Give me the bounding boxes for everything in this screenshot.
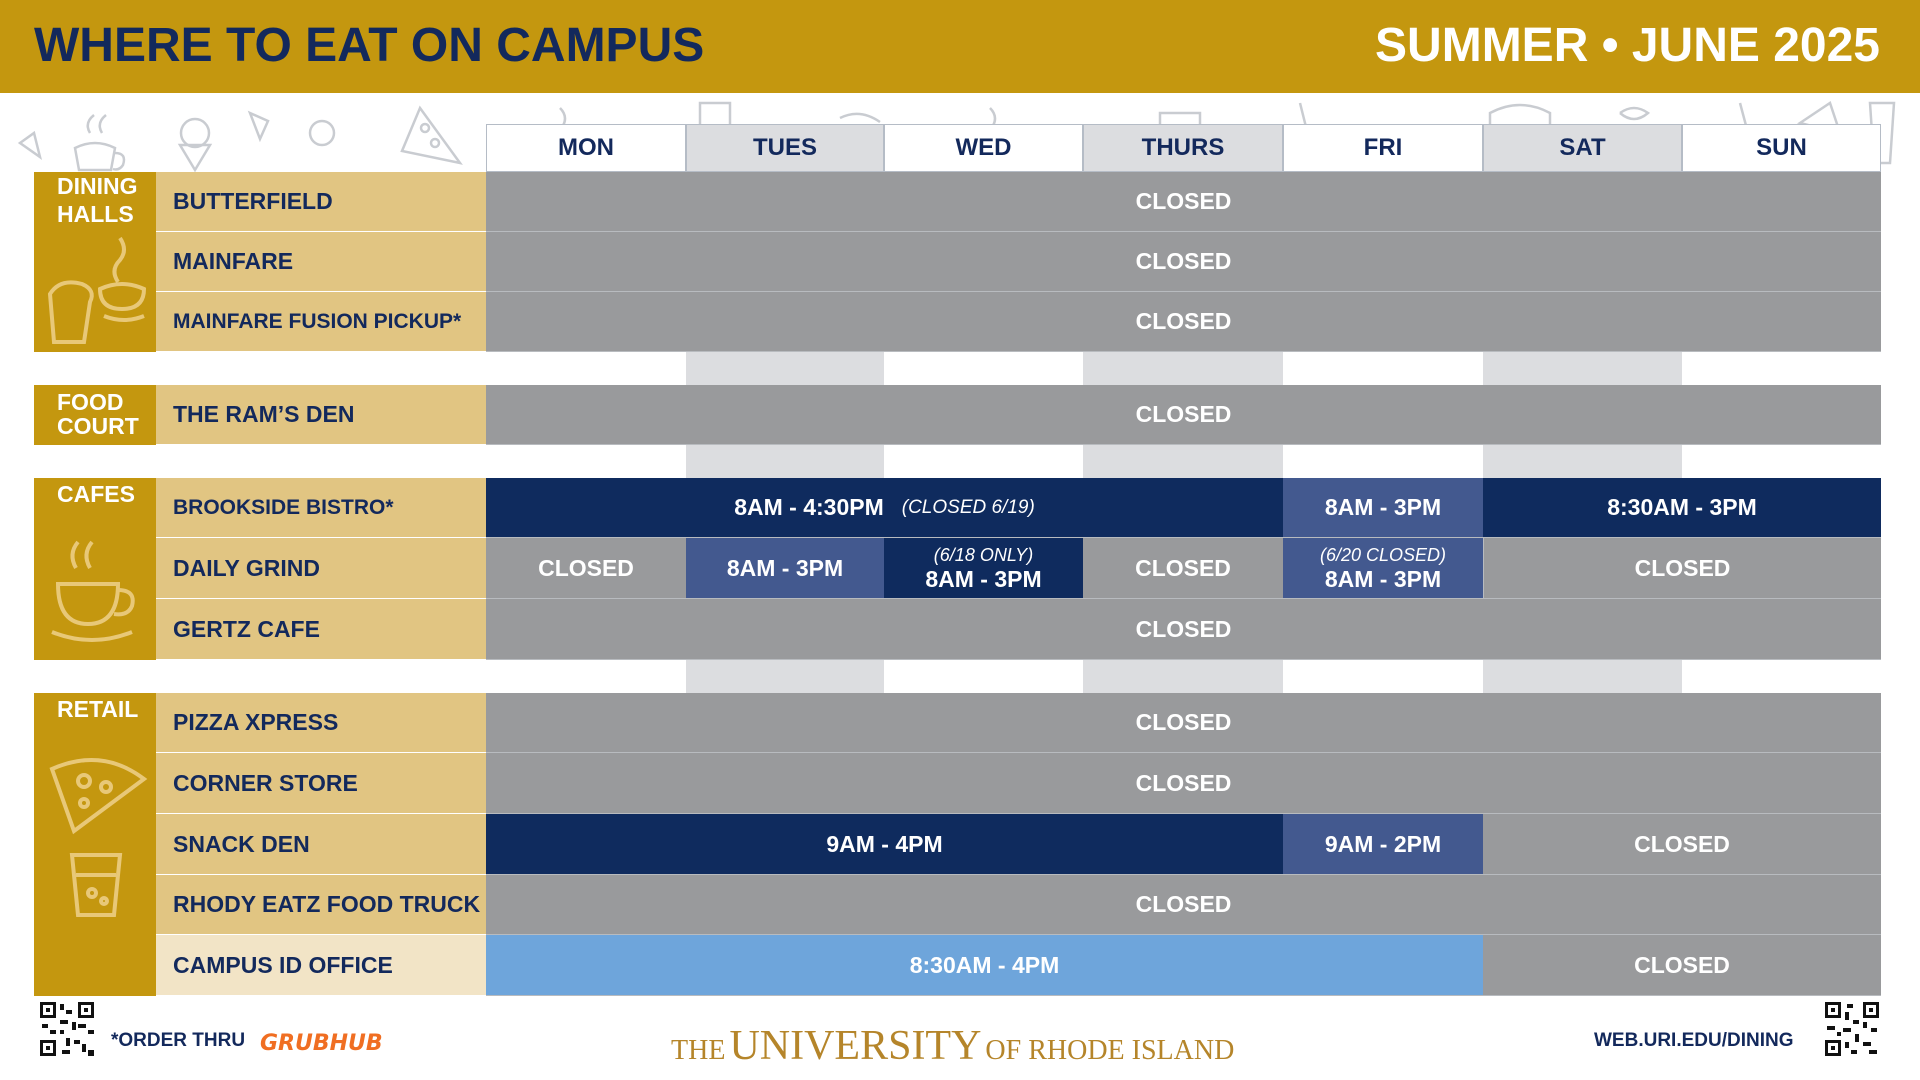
category-blank <box>34 935 156 996</box>
spacer-stripe <box>686 660 884 693</box>
hours-text: CLOSED <box>1634 554 1731 581</box>
hours-text: CLOSED <box>1135 554 1231 581</box>
spacer-stripe <box>1483 660 1682 693</box>
hours-text: 8AM - 3PM <box>726 554 844 581</box>
hours-text: CLOSED <box>1634 951 1730 978</box>
venue-name-mainfare: MAINFARE <box>156 232 486 292</box>
university-of: OF RHODE ISLAND <box>985 1035 1235 1066</box>
category-food-court <box>34 385 156 445</box>
hours-text: 8AM - 4:30PM <box>734 494 884 520</box>
qr-code-icon[interactable] <box>38 1000 96 1058</box>
season-label: SUMMER • JUNE 2025 <box>1375 19 1880 72</box>
hours-campus-id-mon-fri <box>486 935 1483 996</box>
hours-daily-grind-thu <box>1083 538 1283 599</box>
venue-name-gertz-cafe: GERTZ CAFE <box>156 599 486 660</box>
hours-text: 8:30AM - 4PM <box>909 951 1060 978</box>
hours-daily-grind-tue <box>686 538 884 599</box>
category-label: DINING HALLS <box>57 173 138 227</box>
bread-and-coffee-icon <box>42 234 152 344</box>
hours-note: (6/20 CLOSED) <box>1319 545 1447 565</box>
day-header-sun: SUN <box>1682 124 1881 172</box>
hours-brookside-fri <box>1283 478 1483 538</box>
hours-snack-den-fri <box>1283 814 1483 875</box>
hours-snack-den-sat-sun <box>1483 814 1881 875</box>
order-note: *ORDER THRU <box>111 1030 246 1051</box>
hours-pizza-xpress <box>486 693 1881 753</box>
spacer-stripe <box>1483 445 1682 478</box>
hours-brookside-mon-thu <box>486 478 1283 538</box>
venue-name-campus-id-office: CAMPUS ID OFFICE <box>156 935 486 996</box>
category-dining-halls <box>34 172 156 352</box>
spacer-stripe <box>686 352 884 385</box>
hours-mainfare <box>486 232 1881 292</box>
hours-text: 9AM - 4PM <box>826 830 943 857</box>
hours-campus-id-sat-sun <box>1483 935 1881 996</box>
hours-daily-grind-mon <box>486 538 686 599</box>
hours-rhody-eatz <box>486 875 1881 935</box>
hours-gertz-cafe <box>486 599 1881 660</box>
venue-name-butterfield: BUTTERFIELD <box>156 172 486 232</box>
hours-text: 8:30AM - 3PM <box>1607 494 1757 520</box>
hours-snack-den-mon-thu <box>486 814 1283 875</box>
hours-daily-grind-fri <box>1283 538 1483 599</box>
venue-name-rams-den: THE RAM’S DEN <box>156 385 486 445</box>
venue-name-snack-den: SNACK DEN <box>156 814 486 875</box>
website-link[interactable]: WEB.URI.EDU/DINING <box>1594 1030 1794 1051</box>
grubhub-logo: GRUBHUB <box>260 1031 383 1056</box>
category-label: CAFES <box>57 481 135 507</box>
venue-name-brookside-bistro: BROOKSIDE BISTRO* <box>156 478 486 538</box>
university-logo <box>671 1022 1291 1070</box>
hours-text: 8AM - 3PM <box>1324 494 1442 520</box>
hours-text: CLOSED <box>1135 248 1232 274</box>
spacer-stripe <box>1083 445 1283 478</box>
hours-text: CLOSED <box>1135 401 1232 427</box>
category-label: RETAIL <box>57 696 139 722</box>
hours-text: CLOSED <box>1135 709 1232 735</box>
venue-name-daily-grind: DAILY GRIND <box>156 538 486 599</box>
hours-note: (6/18 ONLY) <box>933 545 1034 565</box>
spacer-stripe <box>1483 352 1682 385</box>
category-cafes <box>34 478 156 660</box>
venue-name-rhody-eatz: RHODY EATZ FOOD TRUCK <box>156 875 486 935</box>
coffee-cup-icon <box>48 528 148 652</box>
hours-text: CLOSED <box>538 554 634 581</box>
university-main: UNIVERSITY <box>729 1023 982 1069</box>
hours-text: CLOSED <box>1634 830 1730 857</box>
hours-corner-store <box>486 753 1881 814</box>
venue-name-corner-store: CORNER STORE <box>156 753 486 814</box>
hours-text: CLOSED <box>1135 615 1232 642</box>
day-header-wed: WED <box>884 124 1083 172</box>
hours-text: CLOSED <box>1135 308 1232 334</box>
day-header-fri: FRI <box>1283 124 1483 172</box>
university-the: THE <box>671 1035 726 1066</box>
category-retail <box>34 693 156 935</box>
hours-text: 9AM - 2PM <box>1324 830 1442 857</box>
hours-daily-grind-wed <box>884 538 1083 599</box>
day-header-sat: SAT <box>1483 124 1682 172</box>
day-header-mon: MON <box>486 124 686 172</box>
qr-code-icon[interactable] <box>1823 1000 1881 1058</box>
category-label: FOOD COURT <box>57 389 139 439</box>
hours-text: CLOSED <box>1135 188 1232 214</box>
hours-daily-grind-sat-sun <box>1483 538 1881 599</box>
spacer-stripe <box>1083 660 1283 693</box>
spacer-stripe <box>686 445 884 478</box>
venue-name-mainfare-fusion: MAINFARE FUSION PICKUP* <box>156 292 486 352</box>
venue-name-pizza-xpress: PIZZA XPRESS <box>156 693 486 753</box>
hours-text: CLOSED <box>1135 891 1232 917</box>
hours-mainfare-fusion <box>486 292 1881 352</box>
hours-text: 8AM - 3PM <box>1324 566 1442 592</box>
day-header-thurs: THURS <box>1083 124 1283 172</box>
day-header-tues: TUES <box>686 124 884 172</box>
spacer-stripe <box>1083 352 1283 385</box>
pizza-and-drink-icon <box>44 751 148 921</box>
hours-rams-den <box>486 385 1881 445</box>
hours-butterfield <box>486 172 1881 232</box>
hours-note: (CLOSED 6/19) <box>901 496 1035 518</box>
hours-text: 8AM - 3PM <box>925 566 1042 592</box>
hours-text: CLOSED <box>1135 769 1232 796</box>
hours-brookside-sat-sun <box>1483 478 1881 538</box>
page-title: WHERE TO EAT ON CAMPUS <box>34 19 705 72</box>
